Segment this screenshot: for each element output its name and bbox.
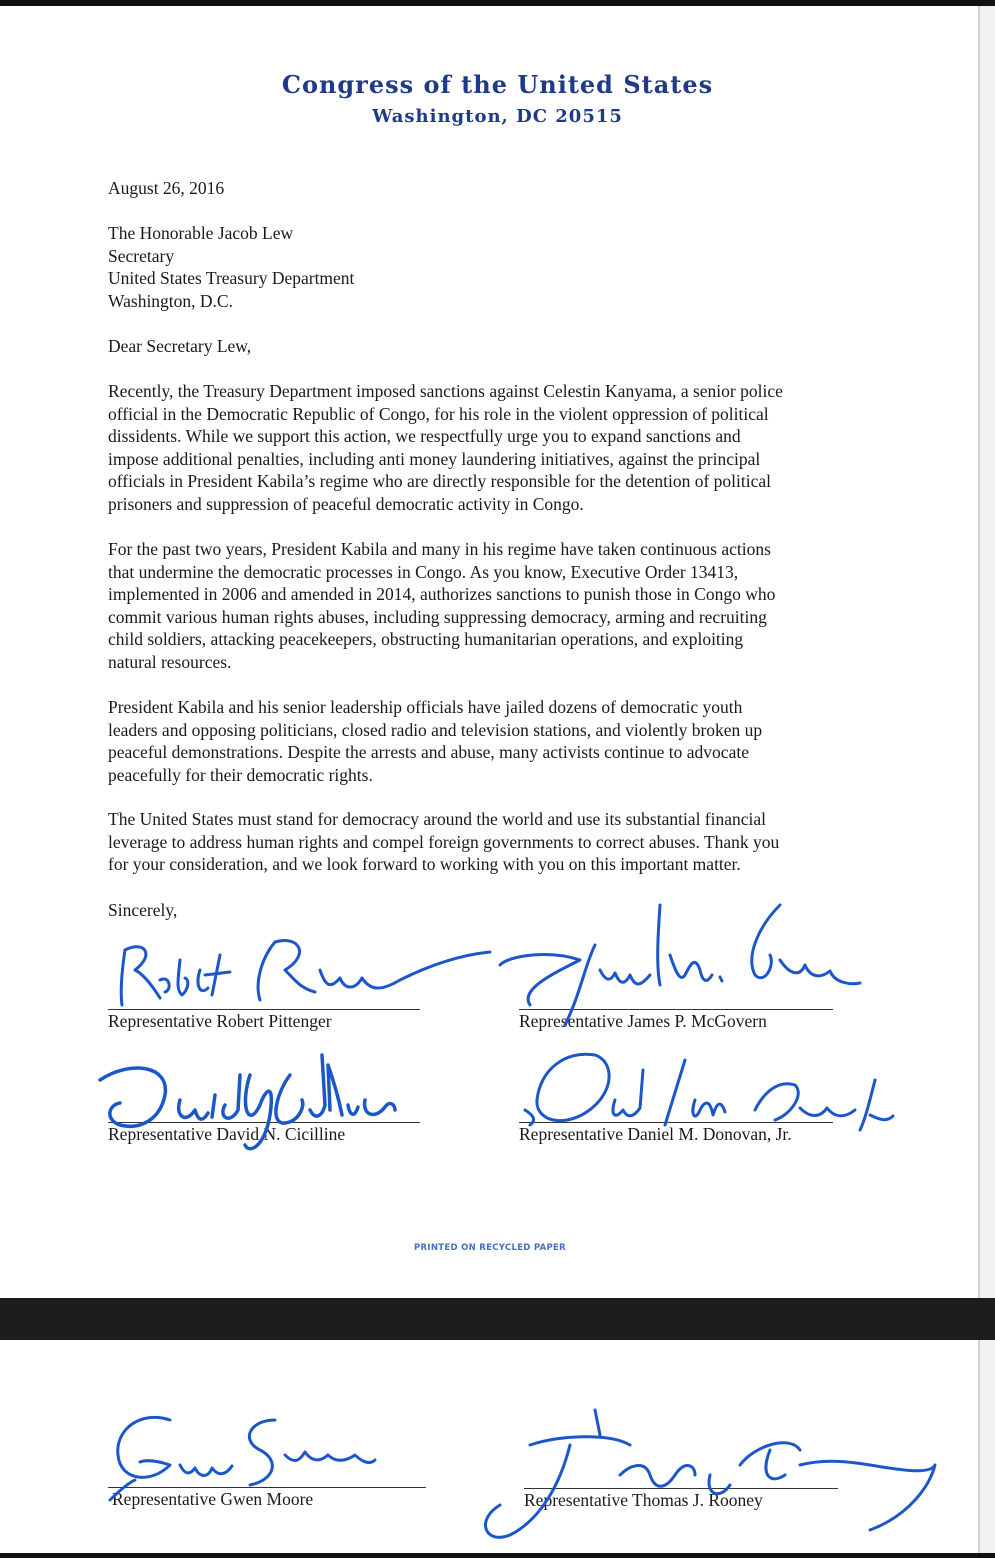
paragraph-line: leaders and opposing politicians, closed radio and television stations, and violently broken up bbox=[108, 719, 763, 740]
signatory-name: Representative Thomas J. Rooney bbox=[524, 1490, 763, 1510]
recipient-line: Secretary bbox=[108, 245, 175, 266]
signature-mcgovern bbox=[490, 895, 870, 1045]
signatory-name: Representative Robert Pittenger bbox=[108, 1011, 332, 1031]
signatory-name: Representative David N. Cicilline bbox=[108, 1124, 346, 1144]
salutation: Dear Secretary Lew, bbox=[108, 336, 252, 356]
recycled-paper-note: PRINTED ON RECYCLED PAPER bbox=[414, 1243, 566, 1253]
paragraph-line: peacefully for their democratic rights. bbox=[108, 764, 373, 785]
recipient-block bbox=[108, 222, 354, 312]
paragraph-line: that undermine the democratic processes in Congo. As you know, Executive Order 13413, bbox=[108, 561, 739, 582]
signature-donovan bbox=[515, 1040, 905, 1140]
page-separator bbox=[0, 1298, 995, 1340]
paragraph-line: implemented in 2006 and amended in 2014, authorizes sanctions to punish those in Congo who bbox=[108, 584, 776, 605]
page-edge-2 bbox=[980, 1340, 995, 1558]
signature-pittenger bbox=[100, 930, 500, 1010]
body-paragraph bbox=[108, 696, 868, 786]
signature-cicilline bbox=[90, 1045, 410, 1165]
signatory-name: Representative James P. McGovern bbox=[519, 1011, 767, 1031]
letterhead-subtitle: Washington, DC 20515 bbox=[372, 106, 623, 127]
closing: Sincerely, bbox=[108, 900, 178, 920]
paragraph-line: prisoners and suppression of peaceful democratic activity in Congo. bbox=[108, 493, 584, 514]
recipient-line: United States Treasury Department bbox=[108, 268, 355, 289]
paragraph-line: commit various human rights abuses, including suppressing democracy, arming and recruiting bbox=[108, 606, 767, 627]
recipient-line: The Honorable Jacob Lew bbox=[108, 223, 294, 243]
body-paragraph bbox=[108, 808, 868, 876]
paragraph-line: leverage to address human rights and compel foreign governments to correct abuses. Thank you bbox=[108, 831, 780, 852]
paragraph-line: President Kabila and his senior leadership officials have jailed dozens of democratic youth bbox=[108, 697, 743, 717]
paragraph-line: The United States must stand for democracy around the world and use its substantial financial bbox=[108, 809, 767, 829]
paragraph-line: officials in President Kabila’s regime who are directly responsible for the detention of political bbox=[108, 471, 772, 492]
paragraph-line: For the past two years, President Kabila and many in his regime have taken continuous actions bbox=[108, 539, 771, 559]
body-paragraph bbox=[108, 380, 868, 516]
signatory-name: Representative Gwen Moore bbox=[112, 1489, 314, 1509]
paragraph-line: impose additional penalties, including anti money laundering initiatives, against the principal bbox=[108, 448, 761, 469]
paragraph-line: for your consideration, and we look forward to working with you on this important matter. bbox=[108, 854, 741, 875]
paragraph-line: dissidents. While we support this action, we respectfully urge you to expand sanctions and bbox=[108, 426, 741, 447]
signature-moore bbox=[100, 1400, 400, 1510]
letter-date: August 26, 2016 bbox=[108, 178, 225, 198]
paragraph-line: child soldiers, attacking peacekeepers, obstructing humanitarian operations, and exploiting bbox=[108, 629, 744, 650]
signature-rooney bbox=[470, 1405, 950, 1555]
paragraph-line: peaceful demonstrations. Despite the arrests and abuse, many activists continue to advocate bbox=[108, 742, 749, 763]
paragraph-line: Recently, the Treasury Department imposed sanctions against Celestin Kanyama, a senior police bbox=[108, 381, 783, 401]
letterhead-title: Congress of the United States bbox=[281, 70, 714, 99]
paragraph-line: natural resources. bbox=[108, 651, 232, 672]
recipient-line: Washington, D.C. bbox=[108, 290, 233, 311]
body-paragraph bbox=[108, 538, 868, 674]
paragraph-line: official in the Democratic Republic of Congo, for his role in the violent oppression of political bbox=[108, 403, 769, 424]
signatory-name: Representative Daniel M. Donovan, Jr. bbox=[519, 1124, 792, 1144]
page-edge bbox=[980, 6, 995, 1298]
